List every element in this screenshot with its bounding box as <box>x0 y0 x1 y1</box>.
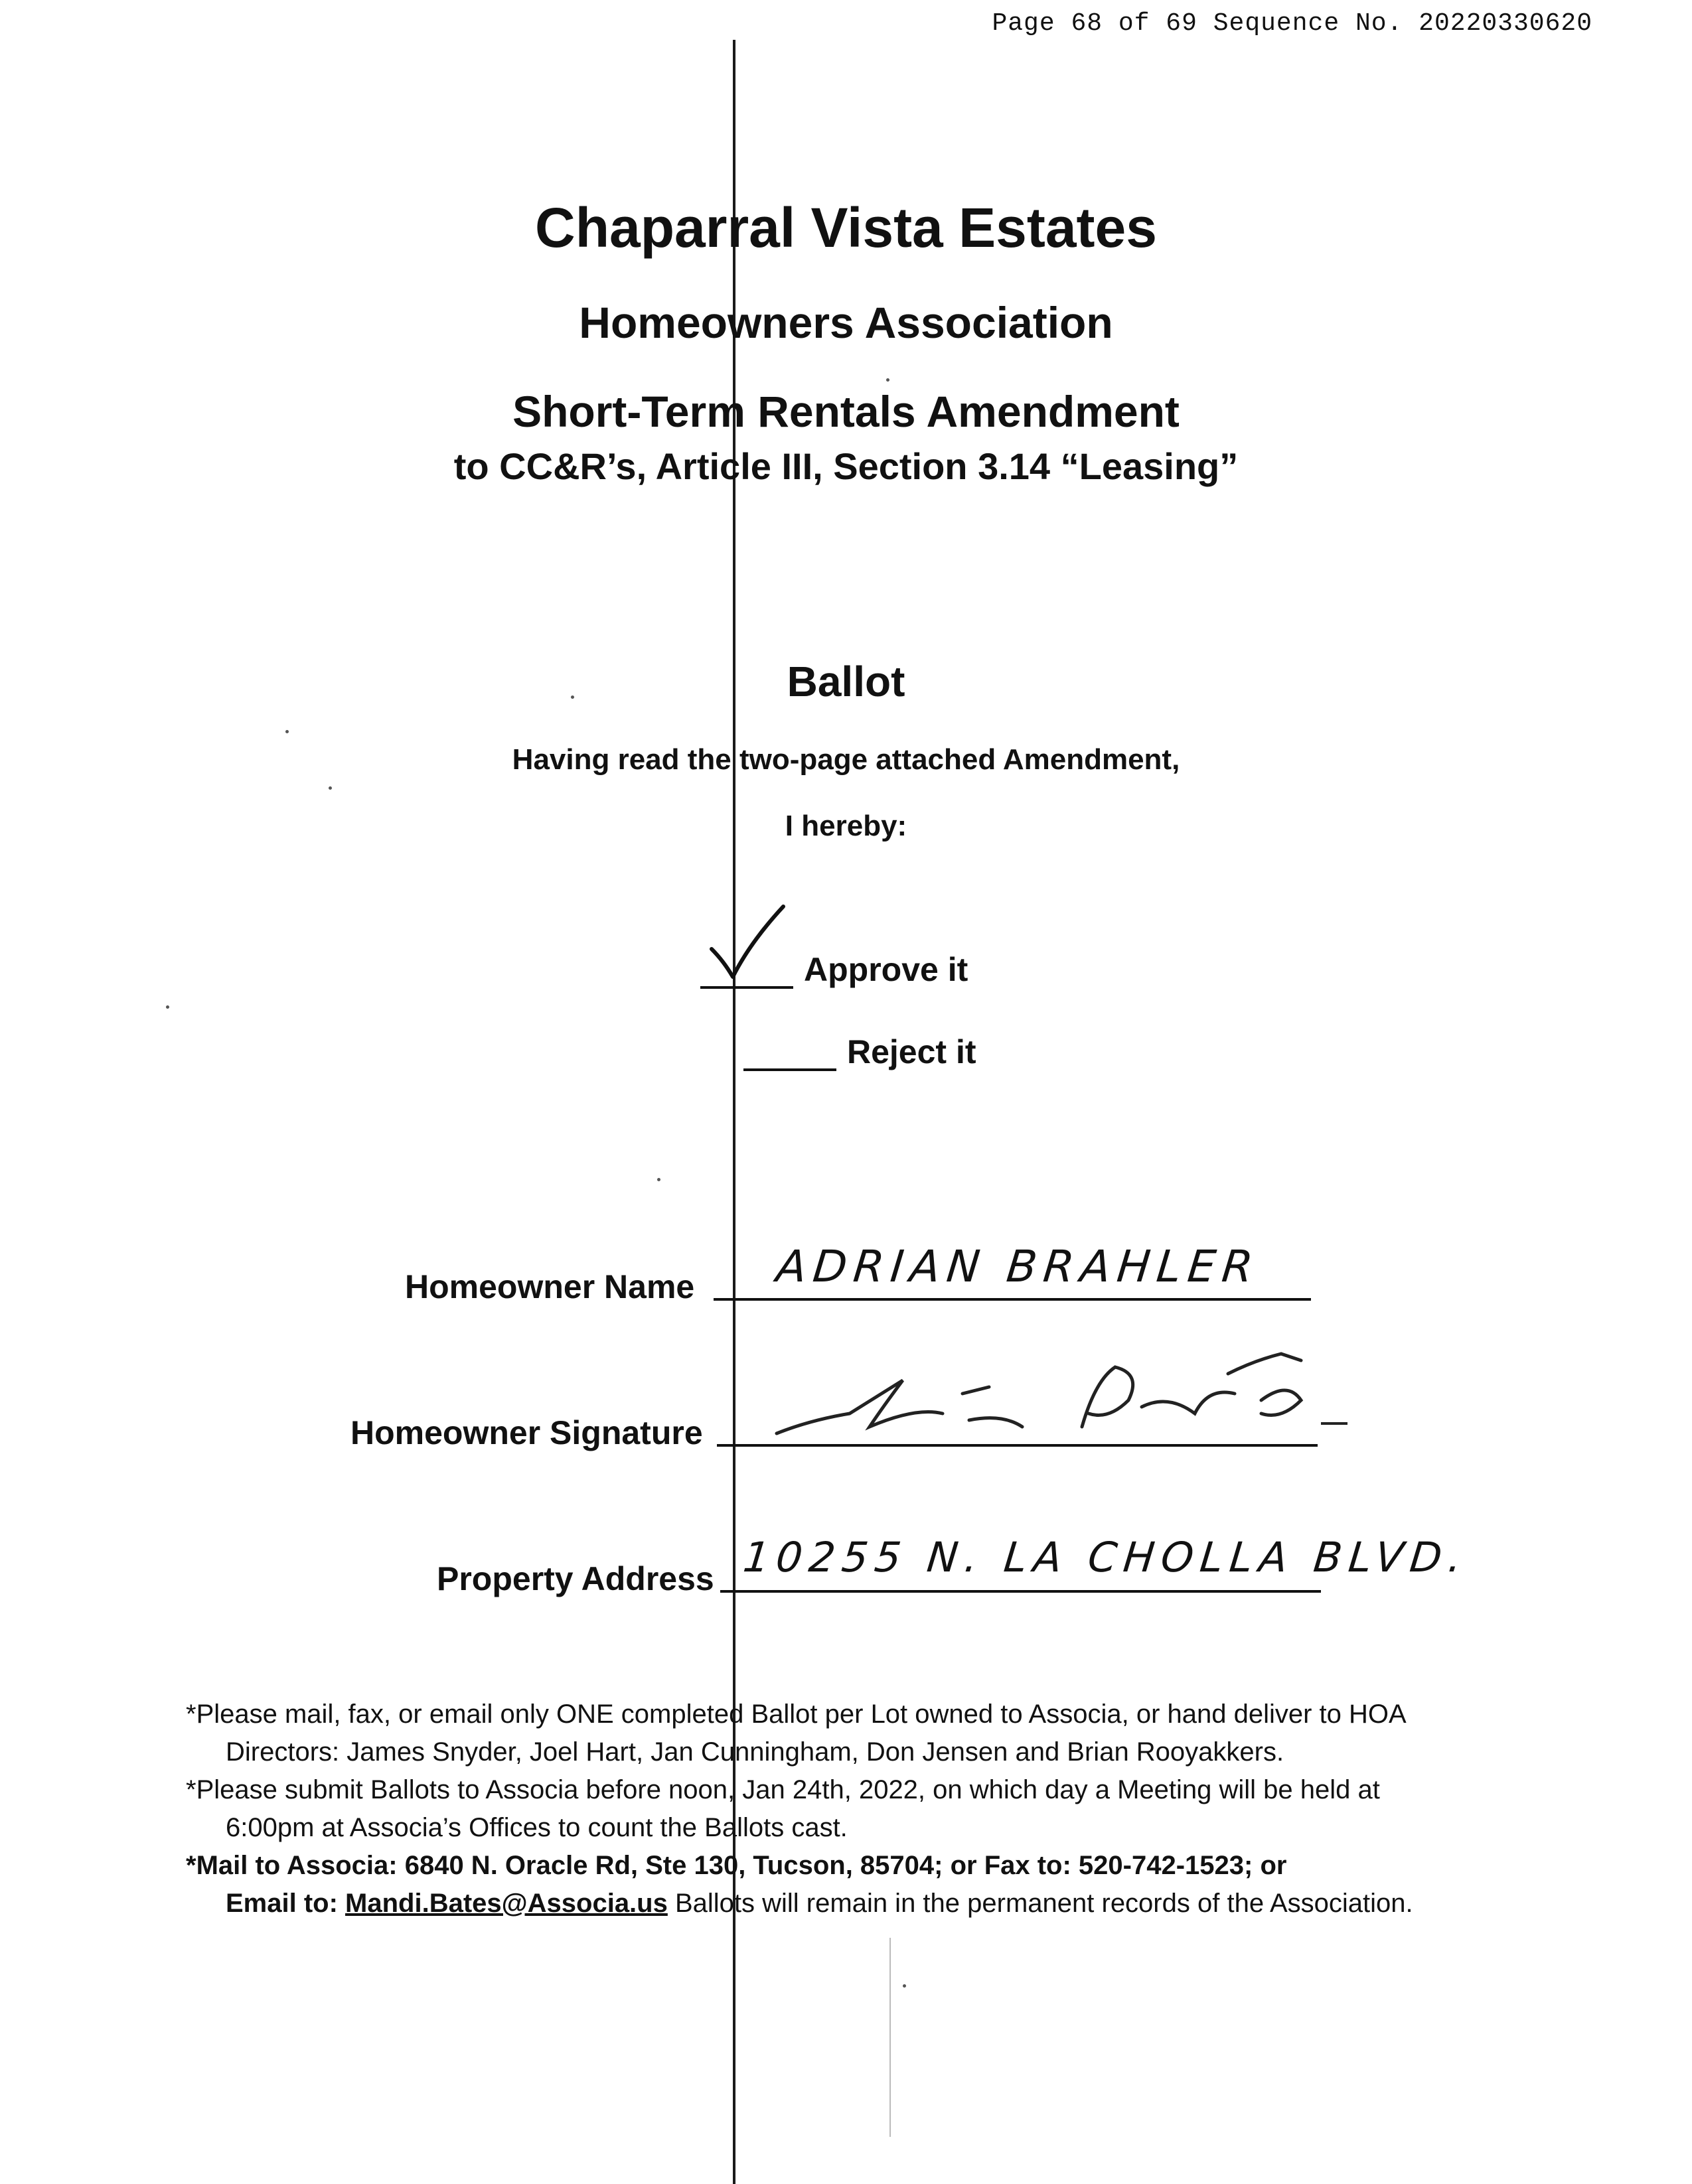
instruction-2-line-1: *Please submit Ballots to Associa before noon, Jan 24th, 2022, on which day a Meeting will be held at <box>186 1775 1380 1804</box>
property-address-value[interactable]: 10255 N. LA CHOLLA BLVD. <box>741 1533 1471 1581</box>
approve-blank <box>700 960 793 989</box>
title-association-name: Chaparral Vista Estates <box>535 196 1157 259</box>
ballot-hereby: I hereby: <box>785 810 907 842</box>
scan-speck <box>329 786 332 790</box>
scan-speck <box>886 378 889 382</box>
scan-speck <box>285 730 289 733</box>
scan-speck <box>571 695 574 699</box>
instruction-deadline <box>186 1771 1513 1847</box>
scan-speck <box>903 1984 906 1988</box>
instruction-3-line-2: Ballots will remain in the permanent records of the Association. <box>667 1889 1413 1918</box>
homeowner-signature-label: Homeowner Signature <box>350 1414 703 1451</box>
property-address-line <box>720 1590 1321 1593</box>
associa-email-link[interactable]: Mandi.Bates@Associa.us <box>345 1889 668 1918</box>
instruction-1-line-2: Directors: James Snyder, Joel Hart, Jan Cunningham, Don Jensen and Brian Rooyakkers. <box>226 1737 1284 1767</box>
instruction-3-line-1: *Mail to Associa: 6840 N. Oracle Rd, Ste 130, Tucson, 85704; or Fax to: 520-742-1523; or <box>186 1851 1287 1880</box>
scan-speck <box>657 1178 660 1181</box>
instruction-1-line-1: *Please mail, fax, or email only ONE completed Ballot per Lot owned to Associa, or hand deliver to HOA <box>186 1700 1407 1729</box>
property-address-label: Property Address <box>437 1560 714 1597</box>
instruction-2-line-2: 6:00pm at Associa’s Offices to count the Ballots cast. <box>226 1813 848 1842</box>
ballot-instructions <box>186 1696 1513 1923</box>
title-hoa: Homeowners Association <box>579 298 1113 347</box>
ballot-intro: Having read the two-page attached Amendment, <box>512 743 1180 776</box>
title-amendment-reference: to CC&R’s, Article III, Section 3.14 “Leasing” <box>453 445 1239 487</box>
reject-label: Reject it <box>847 1033 976 1070</box>
instruction-mail-fax <box>186 1696 1513 1771</box>
ballot-heading: Ballot <box>787 658 905 705</box>
approve-option[interactable] <box>700 950 968 989</box>
homeowner-name-line <box>714 1298 1311 1301</box>
approve-label: Approve it <box>804 951 968 988</box>
reject-option[interactable] <box>743 1033 976 1071</box>
email-label: Email to: <box>226 1889 338 1918</box>
page-sequence-stamp: Page 68 of 69 Sequence No. 20220330620 <box>992 9 1592 38</box>
reject-blank <box>743 1042 836 1071</box>
homeowner-name-value[interactable]: ADRIAN BRAHLER <box>773 1241 1263 1292</box>
homeowner-name-label: Homeowner Name <box>405 1268 695 1305</box>
instruction-contact <box>186 1847 1513 1923</box>
scan-artifact-line-faint <box>889 1938 891 2137</box>
title-amendment: Short-Term Rentals Amendment <box>512 387 1180 436</box>
scan-speck <box>166 1005 169 1009</box>
homeowner-signature-scribble-icon <box>770 1334 1354 1453</box>
